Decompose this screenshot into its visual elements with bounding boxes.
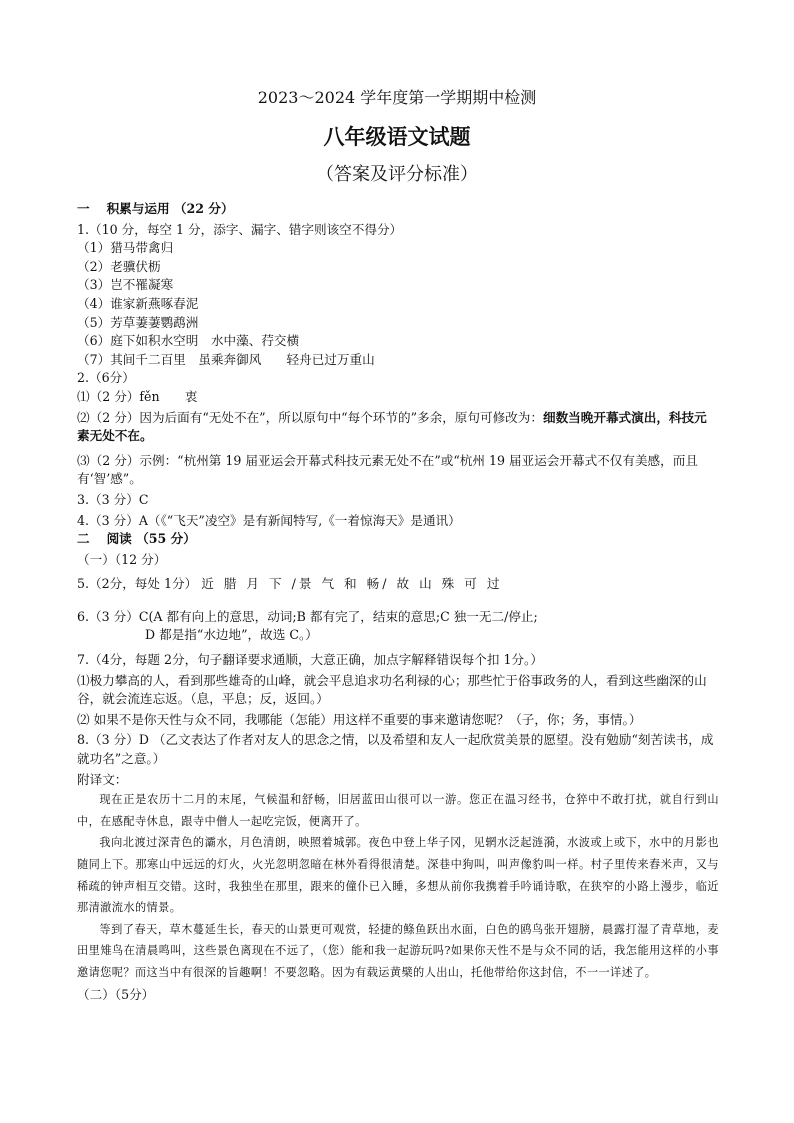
q5-pause-marks: 近 腊 月 下 /景 气 和 畅/ 故 山 殊 可 过 bbox=[201, 576, 503, 592]
section-heading-2: 二 阅读 （55 分） bbox=[77, 531, 196, 547]
q6-answer-line2: D 都是指“水边地”，故选 C。） bbox=[145, 627, 318, 643]
q1-item-2: （2）老骥伏枥 bbox=[77, 258, 161, 274]
translation-paragraph-2: 我向北渡过深青色的灞水，月色清朗，映照着城郭。夜色中登上华子冈，见辋水泛起涟漪，水波或上或下，水中的月影也随同上下。那寒山中远远的灯火，火光忽明忽暗在林外看得很清楚。深巷中狗叫，叫声像豹叫一样。村子里传来舂米声，又与稀疏的钟声相互交错。这时，我独坐在那里，跟来的僮仆已入睡，多想从前你我携着手吟诵诗歌，在狭窄的小路上漫步，临近那清澈流水的情景。 bbox=[77, 836, 719, 915]
q1-item-1: （1）猎马带禽归 bbox=[77, 240, 174, 256]
q2-answer-2 bbox=[77, 409, 719, 446]
answer-content bbox=[77, 200, 719, 1004]
exam-subtitle: （答案及评分标准） bbox=[316, 164, 478, 185]
q2-answer-2-revision: 细数当晚开幕式演出，科技元素无处不在。 bbox=[77, 409, 707, 444]
q2-answer-2-text: ⑵（2 分）因为后面有“无处不在”，所以原句中“每个环节的”多余，原句可修改为： bbox=[77, 409, 543, 425]
q2-answer-3: ⑶（2 分）示例：“杭州第 19 届亚运会开幕式科技元素无处不在”或“杭州 19 届亚运会开幕式不仅有美感，而且有‘智’感”。 bbox=[77, 452, 698, 487]
subsection-1: （一）（12 分） bbox=[77, 551, 167, 567]
q5-answer bbox=[77, 575, 719, 594]
exam-title: 八年级语文试题 bbox=[323, 124, 471, 149]
section-heading-1: 一 积累与运用 （22 分） bbox=[77, 201, 234, 216]
translation-paragraph-3: 等到了春天，草木蔓延生长，春天的山景更可观赏，轻捷的鲦鱼跃出水面，白色的鸥鸟张开翅膀，晨露打湿了青草地，麦田里雉鸟在清晨鸣叫，这些景色离现在不远了，（您）能和我一起游玩吗?如果你天性不是与众不同的话，我怎能用这样的小事邀请您呢？而这当中有很深的旨趣啊！不要忽略。因为有载运黄檗的人出山，托他带给你这封信，不一一详述了。 bbox=[77, 922, 719, 979]
subsection-2: （二）（5分） bbox=[77, 986, 155, 1002]
q1-item-7: （7）其间千二百里 虽乘奔御风 轻舟已过万重山 bbox=[77, 351, 375, 367]
q2-stem: 2.（6分） bbox=[77, 370, 135, 386]
q1-item-5: （5）芳草萋萋鹦鹉洲 bbox=[77, 314, 199, 330]
q1-item-6: （6）庭下如积水空明 水中藻、荇交横 bbox=[77, 333, 300, 349]
q7-answer-1: ⑴极力攀高的人，看到那些雄奇的山峰，就会平息追求功名利禄的心；那些忙于俗事政务的人，看到这些幽深的山谷，就会流连忘返。（息，平息；反，返回。） bbox=[77, 672, 707, 707]
appendix-label: 附译文： bbox=[77, 771, 128, 787]
q1-stem: 1.（10 分，每空 1 分，添字、漏字、错字则该空不得分） bbox=[77, 221, 403, 237]
q7-answer-2: ⑵ 如果不是你天性与众不同，我哪能（怎能）用这样不重要的事来邀请您呢？（子，你；务，事情。） bbox=[77, 711, 642, 727]
q8-answer: 8.（3 分）D （乙文表达了作者对友人的思念之情，以及希望和友人一起欣赏美景的愿望。没有勉励“刻苦读书，成就功名”之意。） bbox=[77, 732, 714, 767]
q6-answer-line1: 6.（3 分）C(A 都有向上的意思，动词;B 都有完了，结束的意思;C 独一无二/停止; bbox=[77, 608, 538, 624]
q4-answer: 4.（3 分）A（《“飞天”凌空》是有新闻特写,《一着惊海天》是通讯） bbox=[77, 512, 461, 528]
q3-answer: 3.（3 分）C bbox=[77, 491, 149, 507]
translation-paragraph-1: 现在正是农历十二月的末尾，气候温和舒畅，旧居蓝田山很可以一游。您正在温习经书，仓猝中不敢打扰，就自行到山中，在感配寺休息，跟寺中僧人一起吃完饭，便离开了。 bbox=[77, 793, 719, 828]
q1-item-3: （3）岂不罹凝寒 bbox=[77, 277, 174, 293]
translation-text bbox=[77, 789, 719, 983]
q2-answer-1: ⑴（2 分）fěn 衷 bbox=[77, 388, 198, 404]
q1-item-4: （4）谁家新燕啄春泥 bbox=[77, 295, 199, 311]
document-header bbox=[0, 86, 794, 188]
q5-score: 5.（2分，每处 1分） bbox=[77, 576, 198, 592]
exam-term-line: 2023～2024 学年度第一学期期中检测 bbox=[257, 88, 537, 107]
q7-stem: 7.（4分，每题 2分，句子翻译要求通顺，大意正确，加点字解释错误每个扣 1分。） bbox=[77, 652, 543, 668]
